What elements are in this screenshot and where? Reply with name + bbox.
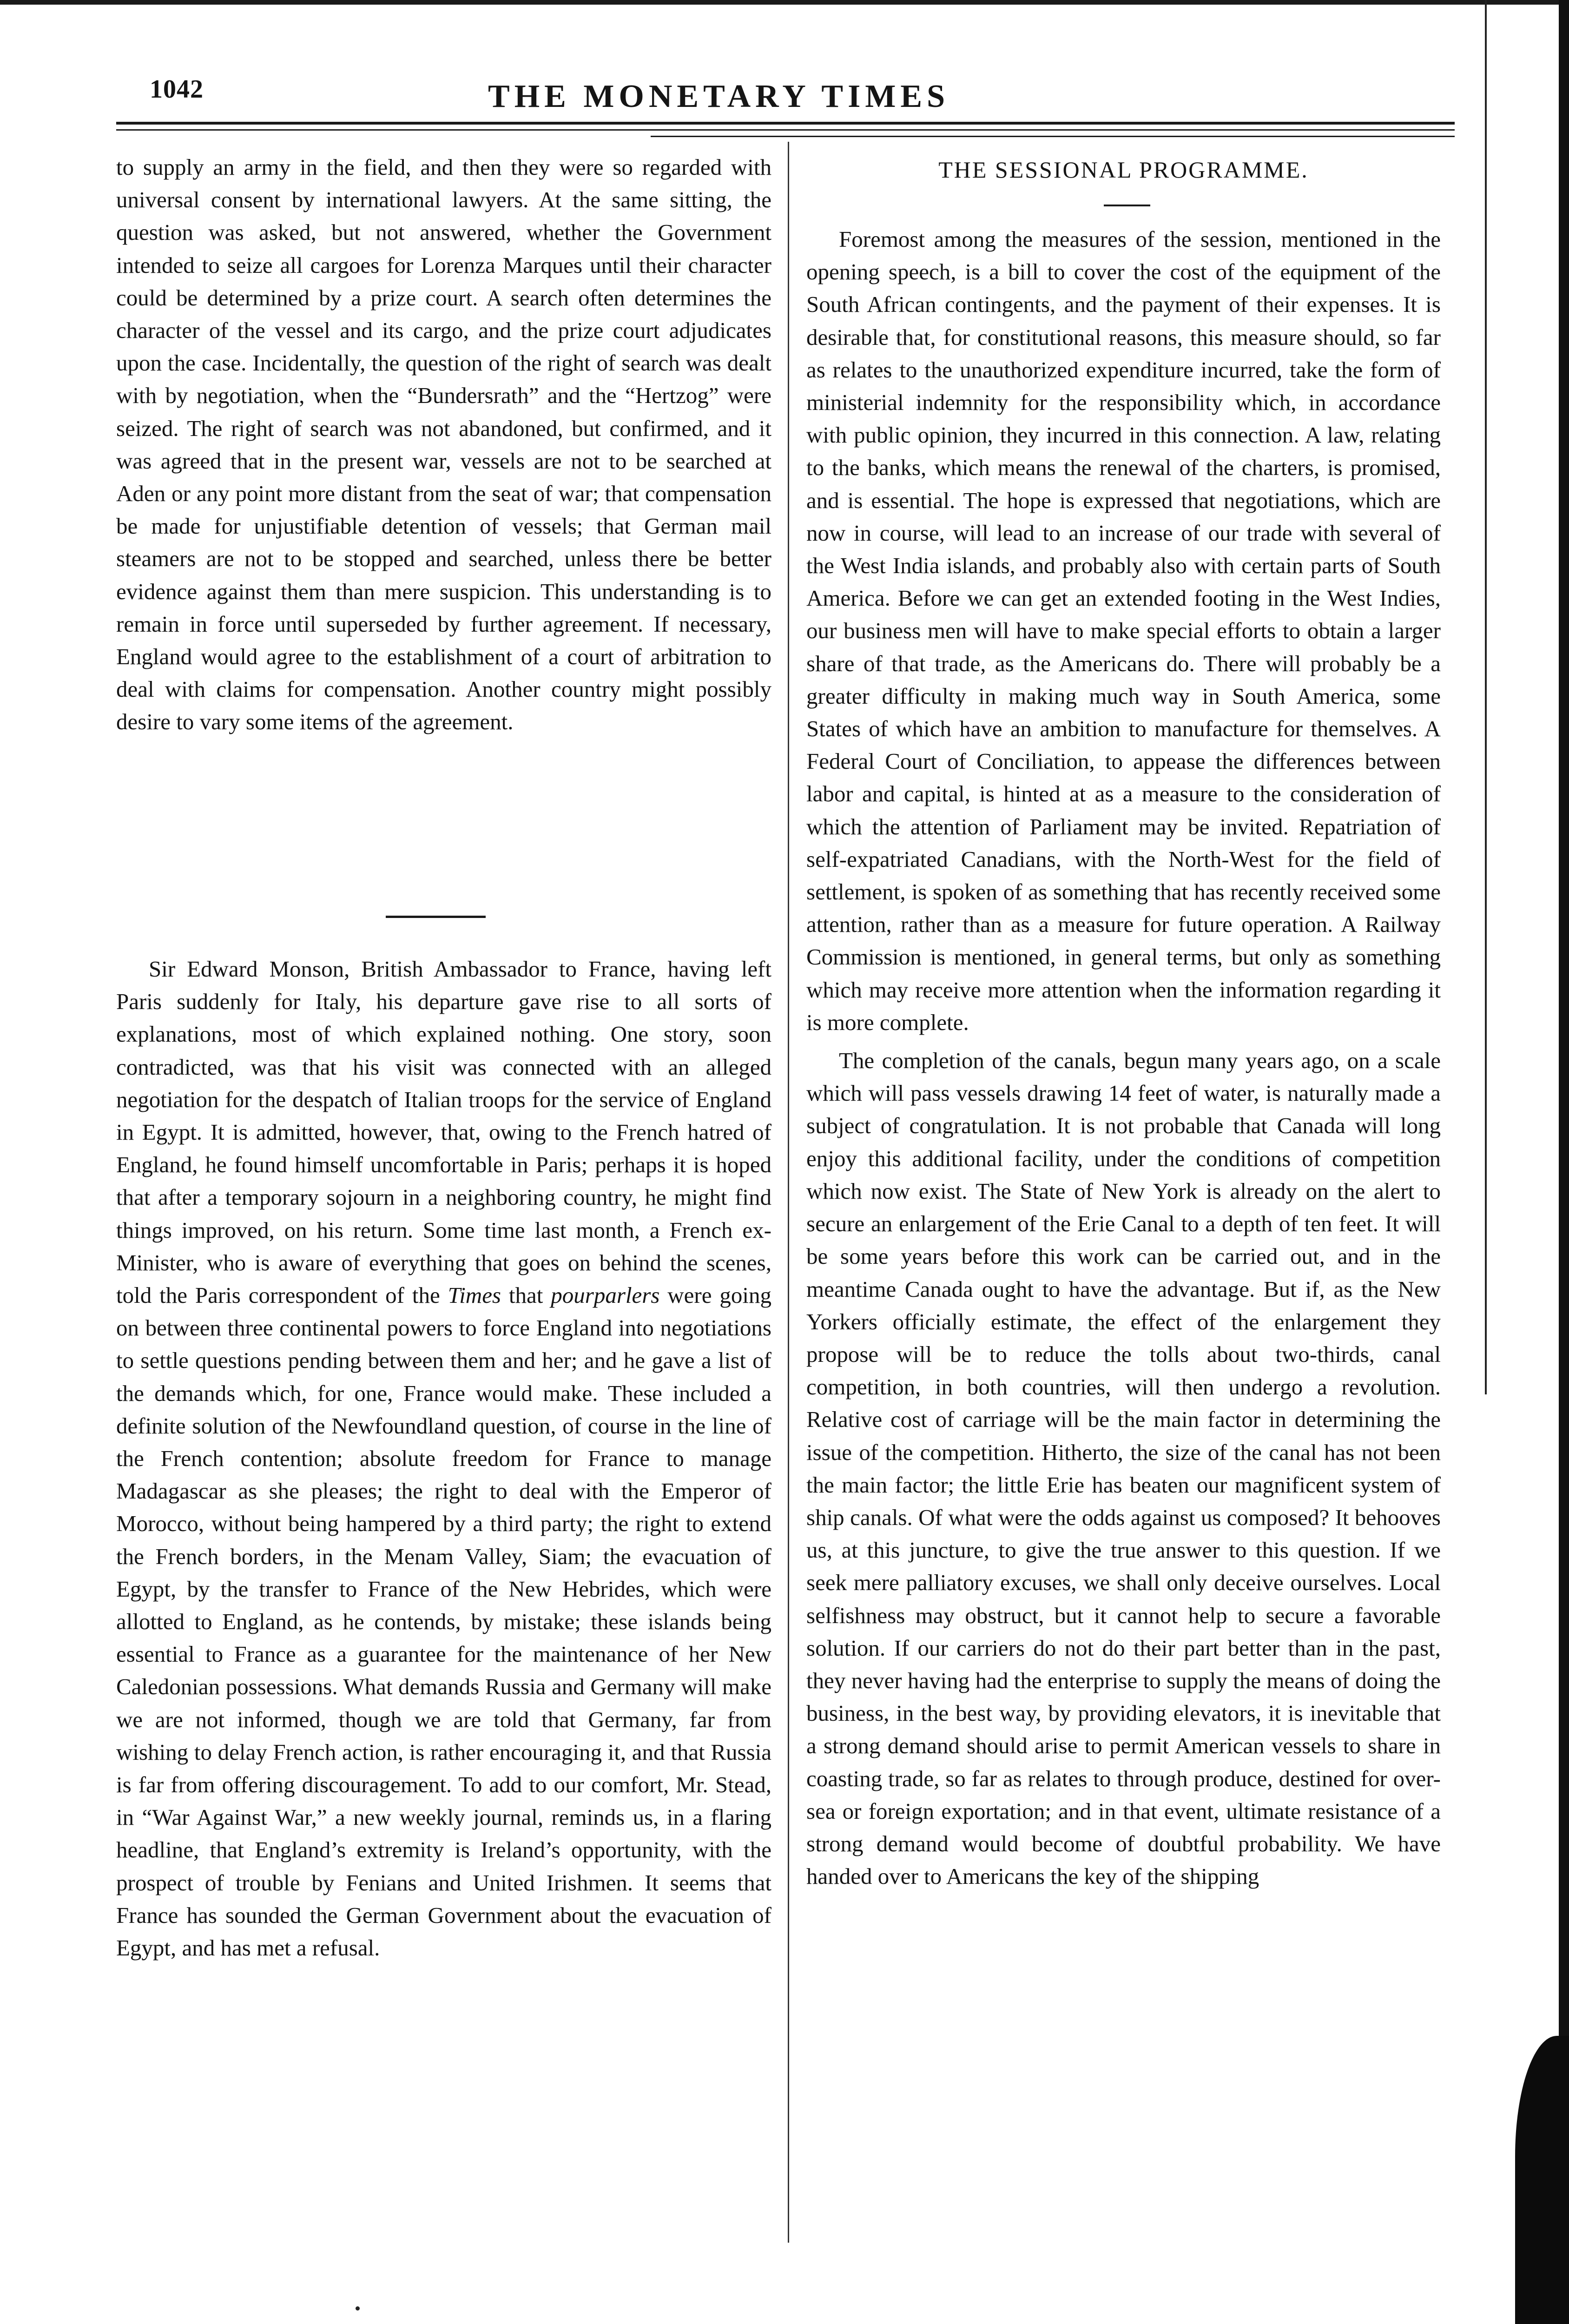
- column-divider: [788, 142, 789, 2243]
- ink-speck: [356, 2306, 360, 2311]
- header-rule: [651, 136, 1455, 137]
- right-column: [806, 223, 1441, 1893]
- left-column-bottom: [116, 953, 771, 1964]
- masthead-title: THE MONETARY TIMES: [488, 79, 950, 114]
- scan-shadow: [1515, 2036, 1569, 2324]
- section-separator: [386, 916, 486, 918]
- paragraph-text: Sir Edward Monson, British Ambassador to France, having left Paris suddenly for Italy, his departure gave rise to all sorts of explanations, most of which explained nothing. One story, soon contradicted, was that his visit was connected with an alleged negotiation for the despatch of Italian troops for the service of England in Egypt. It is admitted, however, that, owing to the French hatred of England, he found himself uncomfortable in Paris; perhaps it is hoped that after a temporary sojourn in a neighboring country, he might find things improved, on his return. Some time last month, a French ex-Minister, who is aware of everything that goes on behind the scenes, told the Paris correspondent of the: [116, 956, 771, 1308]
- article-heading: THE SESSIONAL PROGRAMME.: [938, 157, 1309, 183]
- article-paragraph: The completion of the canals, begun many years ago, on a scale which will pass vessels drawing 14 feet of water, is naturally made a subject of congratulation. It is not probable that Canada will long enjoy this additional facility, under the conditions of competition which now exist. The State of New York is already on the alert to secure an enlargement of the Erie Canal to a depth of ten feet. It will be some years before this work can be carried out, and in the meantime Canada ought to have the advantage. But if, as the New Yorkers officially estimate, the effect of the enlargement they propose will be to reduce the tolls about two-thirds, canal competition, in both countries, will then undergo a revolution. Relative cost of carriage will be the main factor in determining the issue of the competition. Hitherto, the size of the canal has not been the main factor; the little Erie has beaten our magnificent system of ship canals. Of what were the odds against us composed? It behooves us, at this juncture, to give the true answer to this question. If we seek mere palliatory excuses, we shall only deceive ourselves. Local selfishness may obstruct, but it cannot help to secure a favorable solution. If our carriers do not do their part better than in the past, they never having had the enterprise to supply the means of doing the business, in the best way, by providing elevators, it is inevitable that a strong demand should arise to permit American vessels to share in coasting trade, so far as relates to through produce, destined for over-sea or foreign exportation; and in that event, ultimate resistance of a strong demand would become of doubtful probability. We have handed over to Americans the key of the shipping: [806, 1048, 1441, 1889]
- article-paragraph: Foremost among the measures of the session, mentioned in the opening speech, is a bill to cover the cost of the equipment of the South African contingents, and the payment of their expenses. It is desirable that, for constitutional reasons, this measure should, so far as relates to the unauthorized expenditure incurred, take the form of ministerial indemnity for the responsibility which, in accordance with public opinion, they incurred in this connection. A law, relating to the banks, which means the renewal of the charters, is promised, and is essential. The hope is expressed that negotiations, which are now in course, will lead to an increase of our trade with several of the West India islands, and probably also with certain parts of South America. Before we can get an extended footing in the West Indies, our business men will have to make special efforts to obtain a larger share of that trade, as the Americans do. There will probably be a greater difficulty in making much way in South America, some States of which have an ambition to manufacture for themselves. A Federal Court of Conciliation, to appease the differences between labor and capital, is hinted at as a measure to the consideration of which the attention of Parliament may be invited. Repatriation of self-expatriated Canadians, with the North-West for the field of settlement, is spoken of as something that has recently received some attention, rather than as a measure for future operation. A Railway Commission is mentioned, in general terms, but only as something which may receive more attention when the information regarding it is more complete.: [806, 226, 1441, 1035]
- italic-text: pourparlers: [551, 1282, 660, 1308]
- header-rule: [116, 129, 1455, 131]
- page-top-edge: [0, 0, 1569, 5]
- article-paragraph: [116, 953, 771, 1964]
- scan-border: [1559, 0, 1569, 2324]
- header-rule: [116, 122, 1455, 125]
- italic-text: Times: [448, 1282, 501, 1308]
- left-column-top: [116, 151, 771, 739]
- page-right-edge: [1485, 0, 1487, 1394]
- article-paragraph: to supply an army in the field, and then they were so regarded with universal consent by international lawyers. At the same sitting, the question was asked, but not answered, whether the Government intended to seize all cargoes for Lorenza Marques until their character could be determined by a prize court. A search often determines the character of the vessel and its cargo, and the prize court adjudicates upon the case. Incidentally, the question of the right of search was dealt with by negotiation, when the “Bundersrath” and the “Hertzog” were seized. The right of search was not abandoned, but confirmed, and it was agreed that in the present war, vessels are not to be searched at Aden or any point more distant from the seat of war; that compensation be made for unjustifiable detention of vessels; that German mail steamers are not to be stopped and searched, unless there be better evidence against them than mere suspicion. This understanding is to remain in force until superseded by further agreement. If necessary, England would agree to the establishment of a court of arbitration to deal with claims for compensation. Another country might possibly desire to vary some items of the agreement.: [116, 154, 771, 735]
- page-number: 1042: [150, 75, 204, 104]
- paragraph-text: that: [501, 1282, 551, 1308]
- heading-rule: [1104, 205, 1150, 206]
- paragraph-text: were going on between three continental powers to force England into negotiations to settle questions pending between them and her; and he gave a list of the demands which, for one, France would make. These included a definite solution of the Newfoundland question, of course in the line of the French contention; absolute freedom for France to manage Madagascar as she pleases; the right to deal with the Emperor of Morocco, without being hampered by a third party; the right to extend the French borders, in the Menam Valley, Siam; the evacuation of Egypt, by the transfer to France of the New Hebrides, which were allotted to England, as he contends, by mistake; these islands being essential to France as a guarantee for the maintenance of her New Caledonian possessions. What demands Russia and Germany will make we are not informed, though we are told that Germany, far from wishing to delay French action, is rather encouraging it, and that Russia is far from offering discouragement. To add to our comfort, Mr. Stead, in “War Against War,” a new weekly journal, reminds us, in a flaring headline, that England’s extremity is Ireland’s opportunity, with the prospect of trouble by Fenians and United Irishmen. It seems that France has sounded the German Government about the evacuation of Egypt, and has met a refusal.: [116, 1282, 771, 1961]
